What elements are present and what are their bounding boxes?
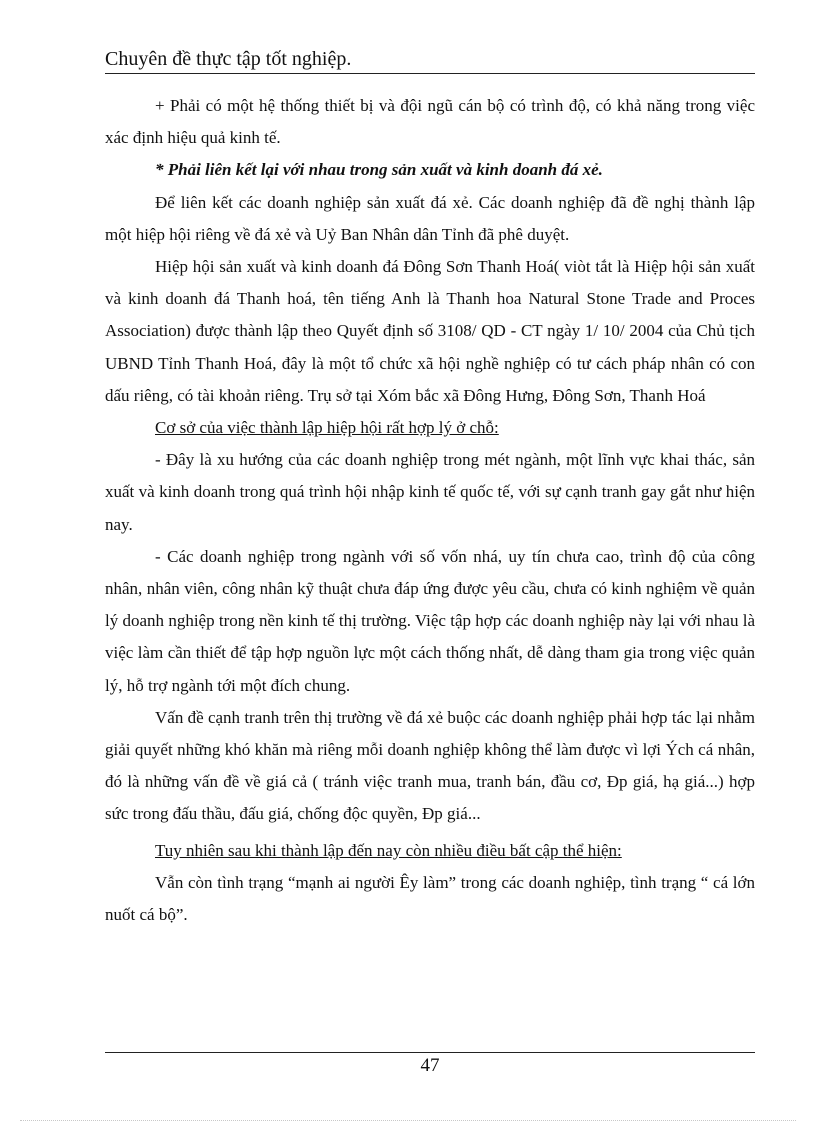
underlined-heading-basis-text: Cơ sở của việc thành lập hiệp hội rất hợp lý ở chỗ: [155, 418, 499, 438]
bullet-trend: - Đây là xu hướng của các doanh nghiệp trong mét ngành, một lĩnh vực khai thác, sản xuất và kinh doanh trong quá trình hội nhập kinh tế quốc tế, với sự cạnh tranh gay gắt như hiện nay. [105, 450, 755, 534]
underlined-heading-shortcomings [105, 835, 755, 867]
footer-divider [105, 1052, 755, 1053]
paragraph-situation: Vẫn còn tình trạng “mạnh ai người Êy làm” trong các doanh nghiệp, tình trạng “ cá lớn nuốt cá bộ”. [105, 872, 755, 925]
section-heading-linkage: * Phải liên kết lại với nhau trong sản xuất và kinh doanh đá xẻ. [155, 160, 603, 180]
bullet-small-enterprises: - Các doanh nghiệp trong ngành với số vốn nhá, uy tín chưa cao, trình độ của công nhân, nhân viên, công nhân kỹ thuật chưa đáp ứng được yêu cầu, chưa có kinh nghiệm về quản lý doanh nghiệp trong nền kinh tế thị trường. Việc tập hợp các doanh nghiệp này lại với nhau là việc làm cần thiết để tập hợp nguồn lực một cách thống nhất, dễ dàng tham gia trong việc quản lý, hỗ trợ ngành tới một đích chung. [105, 546, 755, 695]
underlined-heading-shortcomings-text: Tuy nhiên sau khi thành lập đến nay còn nhiều điều bất cập thể hiện: [155, 840, 622, 860]
document-body [105, 90, 755, 931]
page-number: 47 [420, 1055, 440, 1076]
paragraph-association-details: Hiệp hội sản xuất và kinh doanh đá Đông Sơn Thanh Hoá( viòt tắt là Hiệp hội sản xuất và kinh doanh đá Thanh hoá, tên tiếng Anh là Thanh hoa Natural Stone Trade and Proces Association) được thành lập theo Quyết định số 3108/ QD - CT ngày 1/ 10/ 2004 của Chủ tịch UBND Tỉnh Thanh Hoá, đây là một tổ chức xã hội nghề nghiệp có tư cách pháp nhân có con dấu riêng, có tài khoản riêng. Trụ sở tại Xóm bắc xã Đông Hưng, Đông Sơn, Thanh Hoá [105, 257, 755, 405]
page-bottom-border [20, 1120, 796, 1121]
paragraph-equipment: + Phải có một hệ thống thiết bị và đội ngũ cán bộ có trình độ, có khả năng trong việc xác định hiệu quả kinh tế. [105, 96, 755, 148]
paragraph-association-proposal: Để liên kết các doanh nghiệp sản xuất đá xẻ. Các doanh nghiệp đã đề nghị thành lập một hiệp hội riêng về đá xẻ và Uỷ Ban Nhân dân Tỉnh đã phê duyệt. [105, 192, 755, 244]
header-divider [105, 73, 755, 74]
underlined-heading-basis [105, 412, 755, 444]
paragraph-competition: Vấn đề cạnh tranh trên thị trường về đá xẻ buộc các doanh nghiệp phải hợp tác lại nhằm giải quyết những khó khăn mà riêng mỗi doanh nghiệp không thể làm được vì lợi Ých cá nhân, đó là những vấn đề về giá cả ( tránh việc tranh mua, tranh bán, đầu cơ, Ðp giá, hạ giá...) hợp sức trong đấu thầu, đấu giá, chống độc quyền, Ðp giá... [105, 707, 755, 824]
page-header: Chuyên đề thực tập tốt nghiệp. [105, 48, 352, 70]
